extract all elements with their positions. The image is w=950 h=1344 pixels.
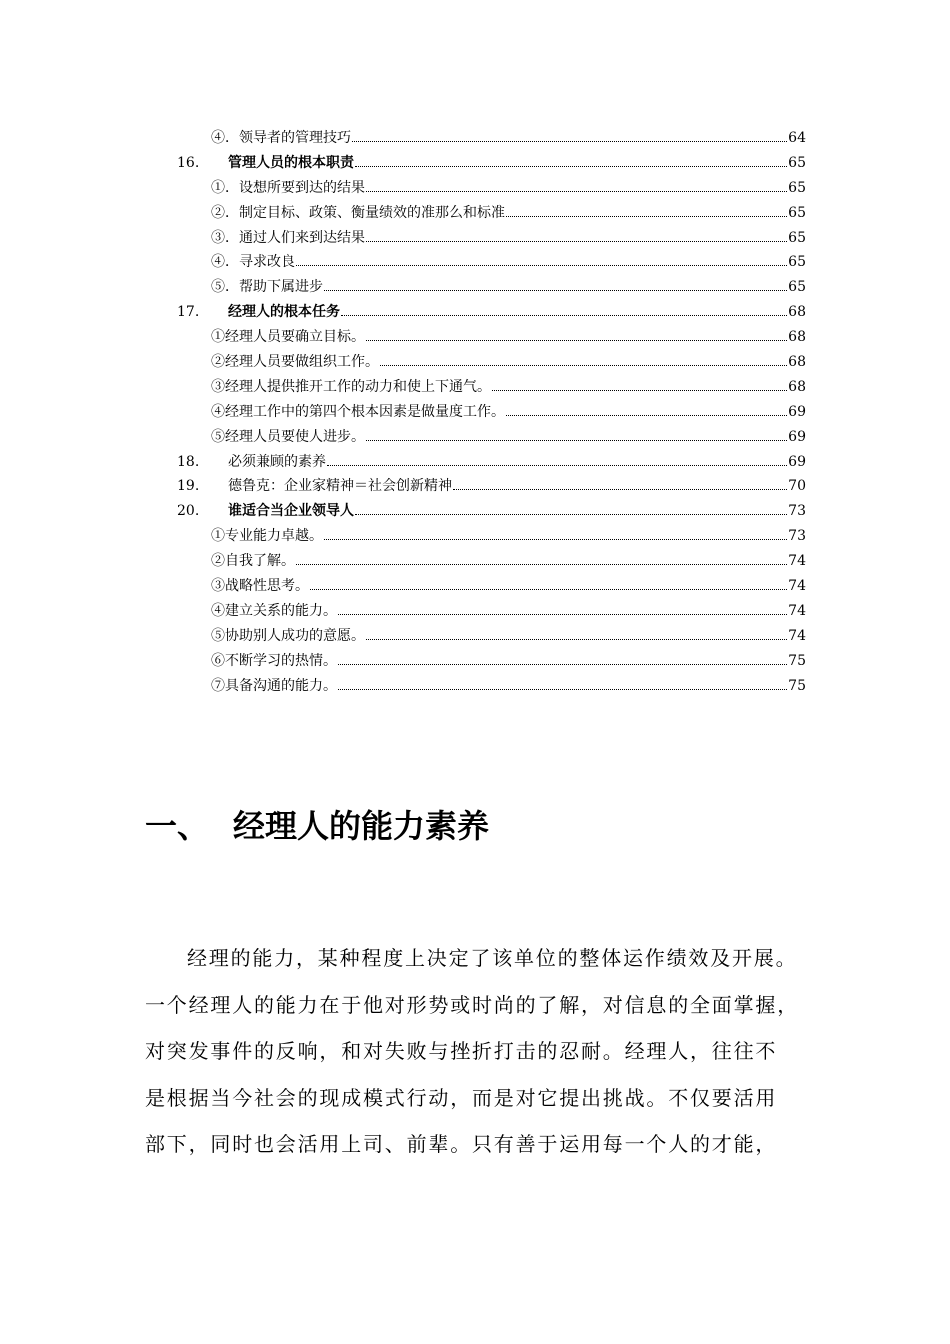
toc-entry-line [211, 549, 806, 574]
toc-entry-line [211, 574, 806, 599]
toc-entry[interactable] [0, 674, 950, 699]
toc-leader-dots [324, 538, 787, 540]
section-title: 经理人的能力素养 [233, 807, 490, 845]
toc-entry-label: 经理人的根本任务 [228, 304, 340, 321]
toc-entry-label: ③．通过人们来到达结果 [211, 229, 365, 246]
toc-entry[interactable] [0, 176, 950, 201]
toc-entry-line [211, 250, 806, 275]
toc-leader-dots [380, 364, 787, 366]
table-of-contents [0, 126, 950, 698]
toc-entry-line [228, 499, 806, 524]
toc-page-number: 65 [788, 229, 806, 246]
toc-leader-dots [338, 613, 787, 615]
toc-page-number: 65 [788, 179, 806, 196]
toc-page-number: 64 [788, 130, 806, 146]
toc-entry-line [211, 350, 806, 375]
toc-entry[interactable] [0, 599, 950, 624]
toc-leader-dots [352, 140, 787, 142]
toc-leader-dots [327, 464, 787, 466]
toc-entry-line [211, 226, 806, 251]
toc-entry-line [211, 624, 806, 649]
toc-entry[interactable] [0, 400, 950, 425]
toc-entry-label: ⑤经理人员要使人进步。 [211, 428, 365, 445]
toc-entry[interactable] [0, 375, 950, 400]
toc-entry[interactable] [0, 126, 950, 151]
toc-leader-dots [453, 488, 787, 490]
toc-page-number: 65 [788, 204, 806, 221]
toc-leader-dots [366, 190, 787, 192]
toc-leader-dots [506, 414, 787, 416]
toc-entry-line [228, 151, 806, 176]
toc-page-number: 68 [788, 354, 806, 371]
toc-entry[interactable] [0, 649, 950, 674]
body-line: 对突发事件的反响，和对失败与挫折打击的忍耐。经理人，往往不 [145, 1039, 778, 1063]
toc-leader-dots [310, 588, 787, 590]
toc-leader-dots [355, 513, 787, 515]
toc-leader-dots [366, 439, 787, 441]
toc-entry-line [211, 674, 806, 699]
toc-entry-label: ②经理人员要做组织工作。 [211, 354, 379, 371]
toc-entry[interactable] [0, 499, 950, 524]
toc-entry-number: 19. [177, 478, 200, 495]
body-line: 一个经理人的能力在于他对形势或时尚的了解，对信息的全面掌握， [145, 992, 799, 1017]
toc-leader-dots [492, 389, 787, 391]
toc-entry[interactable] [0, 549, 950, 574]
toc-entry-line [211, 599, 806, 624]
toc-entry[interactable] [0, 450, 950, 475]
toc-entry[interactable] [0, 474, 950, 499]
toc-page-number: 75 [788, 677, 806, 694]
toc-page-number: 73 [788, 528, 806, 545]
toc-entry[interactable] [0, 425, 950, 450]
toc-entry-line [211, 126, 806, 151]
toc-page-number: 73 [788, 503, 806, 520]
toc-entry-label: 必须兼顾的素养 [228, 453, 326, 470]
toc-leader-dots [296, 563, 787, 565]
toc-entry-line [211, 325, 806, 350]
toc-entry[interactable] [0, 300, 950, 325]
body-line: 是根据当今社会的现成模式行动，而是对它提出挑战。不仅要活用 [145, 1085, 778, 1110]
toc-entry[interactable] [0, 226, 950, 251]
toc-entry-label: ①经理人员要确立目标。 [211, 329, 365, 346]
toc-entry-label: ③战略性思考。 [211, 578, 309, 595]
toc-entry[interactable] [0, 624, 950, 649]
toc-entry-line [228, 300, 806, 325]
toc-page-number: 65 [788, 154, 806, 171]
toc-entry-line [211, 176, 806, 201]
toc-entry-number: 20. [177, 503, 200, 520]
toc-page-number: 69 [788, 428, 806, 445]
toc-entry-label: ①．设想所要到达的结果 [211, 179, 365, 196]
toc-page-number: 68 [788, 378, 806, 395]
toc-entry-label: 德鲁克：企业家精神＝社会创新精神 [228, 478, 452, 495]
toc-entry-label: ②．制定目标、政策、衡量绩效的准那么和标准 [211, 204, 505, 221]
section-number: 一、 [145, 807, 210, 845]
section-heading [145, 804, 489, 848]
toc-leader-dots [341, 314, 787, 316]
toc-leader-dots [366, 240, 787, 242]
toc-entry-line [211, 375, 806, 400]
toc-entry-line [228, 450, 806, 475]
toc-entry[interactable] [0, 350, 950, 375]
toc-page-number: 68 [788, 329, 806, 346]
toc-page-number: 75 [788, 652, 806, 669]
toc-entry[interactable] [0, 325, 950, 350]
toc-entry-label: ①专业能力卓越。 [211, 528, 323, 545]
toc-entry[interactable] [0, 151, 950, 176]
toc-entry[interactable] [0, 250, 950, 275]
toc-entry-line [211, 425, 806, 450]
toc-page-number: 74 [788, 602, 806, 619]
toc-page-number: 74 [788, 627, 806, 644]
toc-leader-dots [366, 638, 787, 640]
toc-entry-label: ④建立关系的能力。 [211, 602, 337, 619]
toc-entry-label: ⑤．帮助下属进步 [211, 279, 323, 296]
toc-leader-dots [324, 289, 787, 291]
toc-entry-label: ④经理工作中的第四个根本因素是做量度工作。 [211, 403, 505, 420]
toc-entry-label: ⑤协助别人成功的意愿。 [211, 627, 365, 644]
toc-entry-line [211, 201, 806, 226]
toc-entry-number: 16. [177, 154, 200, 171]
toc-entry-label: ⑦具备沟通的能力。 [211, 677, 337, 694]
toc-leader-dots [506, 215, 787, 217]
toc-entry-label: ②自我了解。 [211, 553, 295, 570]
toc-page-number: 69 [788, 403, 806, 420]
toc-entry-line [211, 524, 806, 549]
toc-entry-label: 管理人员的根本职责 [228, 154, 354, 171]
body-line: 经理的能力，某种程度上决定了该单位的整体运作绩效及开展。 [187, 946, 798, 970]
toc-leader-dots [366, 339, 787, 341]
toc-page-number: 68 [788, 304, 806, 321]
toc-entry[interactable] [0, 275, 950, 300]
toc-entry[interactable] [0, 574, 950, 599]
toc-leader-dots [296, 264, 787, 266]
toc-entry-label: ⑥不断学习的热情。 [211, 652, 337, 669]
toc-page-number: 65 [788, 279, 806, 296]
toc-entry-line [211, 275, 806, 300]
toc-leader-dots [338, 688, 787, 690]
toc-entry-label: ④．寻求改良 [211, 254, 295, 271]
toc-page-number: 69 [788, 453, 806, 470]
toc-entry-number: 18. [177, 453, 200, 470]
toc-page-number: 70 [788, 478, 806, 495]
toc-entry-line [228, 474, 806, 499]
body-line: 部下，同时也会活用上司、前辈。只有善于运用每一个人的才能， [145, 1132, 778, 1156]
toc-page-number: 74 [788, 578, 806, 595]
body-paragraph [145, 935, 835, 1168]
toc-entry-label: ③经理人提供推开工作的动力和使上下通气。 [211, 378, 491, 395]
toc-entry-label: 谁适合当企业领导人 [228, 503, 354, 520]
toc-entry-line [211, 649, 806, 674]
toc-entry-label: ④．领导者的管理技巧 [211, 130, 351, 146]
toc-entry-line [211, 400, 806, 425]
toc-entry[interactable] [0, 524, 950, 549]
toc-page-number: 65 [788, 254, 806, 271]
toc-leader-dots [355, 165, 787, 167]
toc-page-number: 74 [788, 553, 806, 570]
toc-entry[interactable] [0, 201, 950, 226]
toc-entry-number: 17. [177, 304, 200, 321]
toc-leader-dots [338, 663, 787, 665]
